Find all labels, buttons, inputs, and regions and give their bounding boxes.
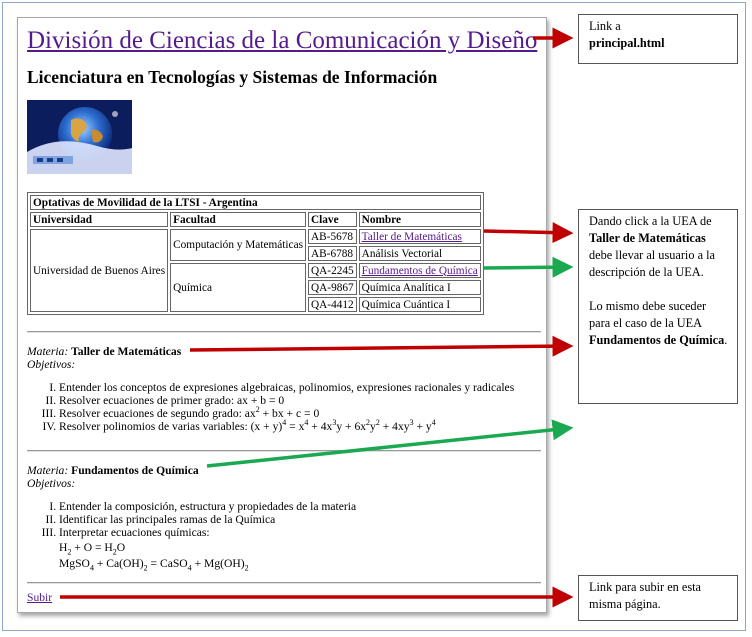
equation: $H_2 + O = H_2O$ bbox=[59, 541, 126, 557]
note-text-bold: principal.html bbox=[589, 36, 665, 50]
clave-cell: QA-4412 bbox=[308, 297, 357, 312]
objective-text: Interpretar ecuaciones químicas: bbox=[59, 526, 210, 539]
table-header: Facultad bbox=[170, 212, 306, 227]
nombre-cell: Análisis Vectorial bbox=[359, 246, 481, 261]
nombre-cell: Química Analítica I bbox=[359, 280, 481, 295]
objective-item: IV. Resolver polinomios de varias variables: $(x + y)^4 = x^4 + 4x^3y + 6x^2y^2 + 4xy^3 + y^4$ bbox=[59, 420, 539, 433]
clave-cell: AB-6788 bbox=[308, 246, 357, 261]
objective-item: III. Resolver ecuaciones de segundo grado: $ax^2$ + bx + c = 0 bbox=[59, 407, 539, 420]
table-header: Nombre bbox=[359, 212, 481, 227]
table-caption: Optativas de Movilidad de la LTSI - Argentina bbox=[30, 195, 481, 210]
objetivos-label: Objetivos: bbox=[27, 477, 76, 490]
red-arrow bbox=[190, 346, 570, 350]
table-header: Universidad bbox=[30, 212, 168, 227]
principal-link[interactable]: División de Ciencias de la Comunicación y Diseño bbox=[27, 27, 538, 54]
red-arrow bbox=[484, 231, 570, 233]
objective-item: II. Identificar las principales ramas de la Química bbox=[59, 513, 539, 526]
objetivos-label: Objetivos: bbox=[27, 358, 76, 371]
faculty-cell: Computación y Matemáticas bbox=[170, 229, 306, 261]
fundamentos-quimica-link[interactable]: Fundamentos de Química bbox=[361, 264, 478, 277]
clave-cell: AB-5678 bbox=[308, 229, 357, 244]
subir-link[interactable]: Subir bbox=[27, 591, 53, 604]
note-text: Link a bbox=[589, 19, 621, 33]
faculty-cell: Química bbox=[170, 263, 306, 312]
note-text: Dando click a la UEA de Taller de Matemáticas debe llevar al usuario a la descripción de la UEA. bbox=[589, 214, 715, 279]
university-cell: Universidad de Buenos Aires bbox=[30, 229, 168, 312]
materia-name: Fundamentos de Química bbox=[71, 464, 199, 477]
objective-item: I. Entender los conceptos de expresiones algebraicas, polinomios, expresiones racionales y radicales bbox=[59, 381, 539, 394]
note-text: Link para subir en esta misma página. bbox=[589, 580, 701, 611]
objective-item: II. Resolver ecuaciones de primer grado: ax + b = 0 bbox=[59, 394, 539, 407]
table-header: Clave bbox=[308, 212, 357, 227]
objective-item: I. Entender la composición, estructura y propiedades de la materia bbox=[59, 500, 539, 513]
materia-name: Taller de Matemáticas bbox=[71, 345, 182, 358]
taller-matematicas-link[interactable]: Taller de Matemáticas bbox=[361, 230, 462, 243]
equation: MgSO$_4$ + $Ca(OH)_2$ = CaSO$_4$ + $Mg(OH)_2$ bbox=[59, 557, 249, 573]
clave-cell: QA-9867 bbox=[308, 280, 357, 295]
note-text: Lo mismo debe suceder para el caso de la UEA Fundamentos de Química. bbox=[589, 299, 728, 347]
nombre-cell: Química Cuántica I bbox=[359, 297, 481, 312]
clave-cell: QA-2245 bbox=[308, 263, 357, 278]
green-arrow bbox=[484, 267, 570, 268]
materia-label: Materia: bbox=[27, 345, 69, 358]
page-subtitle: Licenciatura en Tecnologías y Sistemas de Información bbox=[27, 67, 438, 87]
green-arrow bbox=[207, 428, 570, 466]
materia-label: Materia: bbox=[27, 464, 69, 477]
